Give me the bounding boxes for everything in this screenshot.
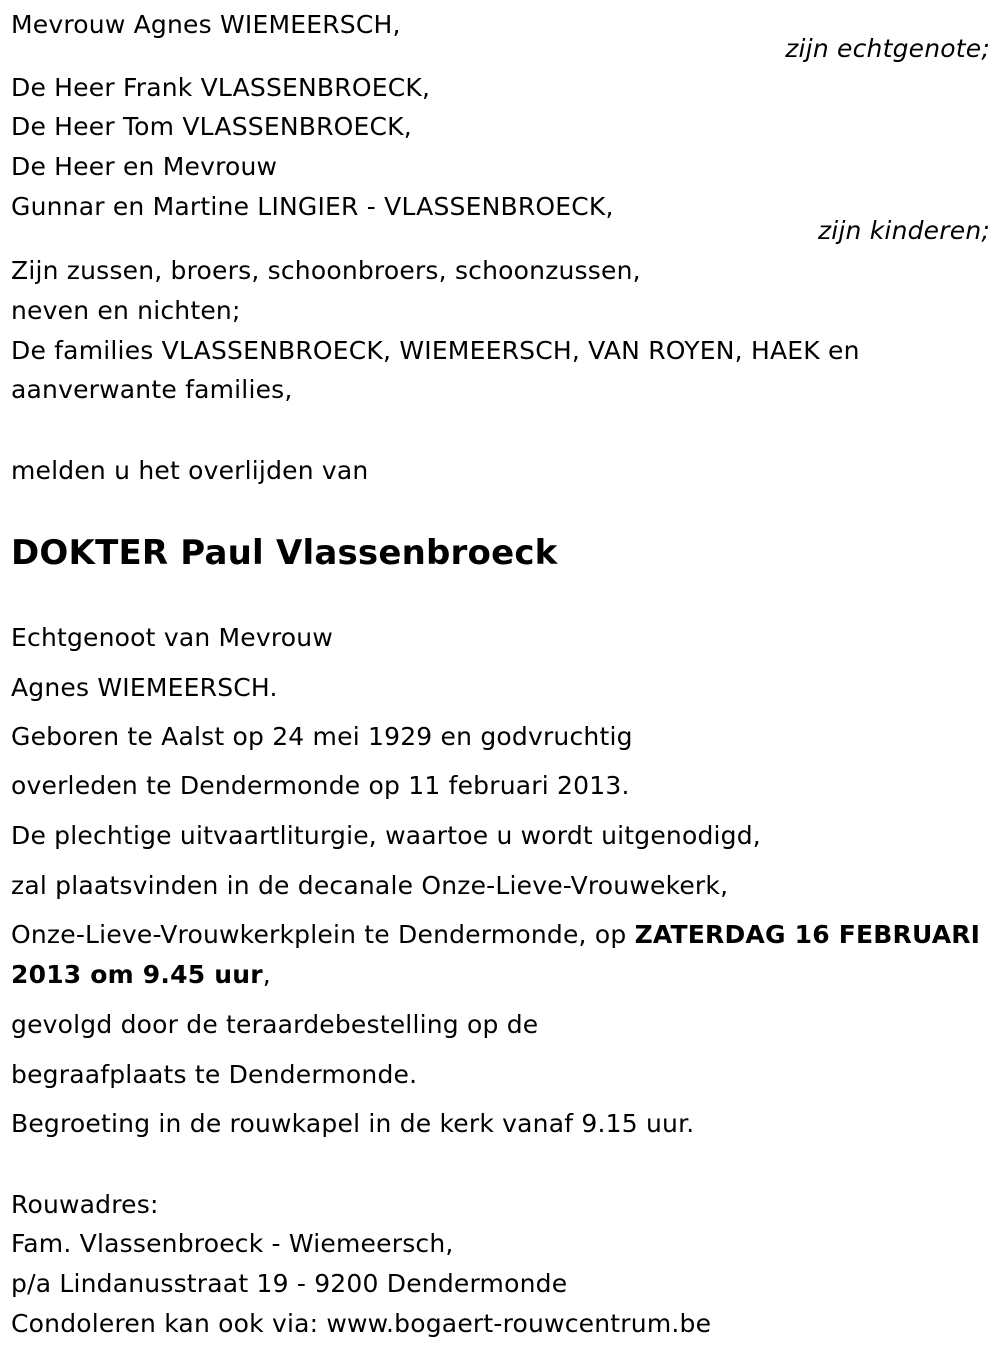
detail-line-6: zal plaatsvinden in de decanale Onze-Lieve-Vrouwekerk,	[11, 871, 729, 900]
child-2: De Heer Tom VLASSENBROECK,	[11, 112, 412, 141]
detail-line-7	[11, 920, 980, 950]
address-family: Fam. Vlassenbroeck - Wiemeersch,	[11, 1229, 454, 1258]
detail-line-10: begraafplaats te Dendermonde.	[11, 1060, 418, 1089]
spouse-role: zijn echtgenote;	[785, 34, 990, 63]
relatives-2: neven en nichten;	[11, 296, 241, 325]
spouse-name: Mevrouw Agnes WIEMEERSCH,	[11, 10, 401, 39]
detail-line-7-prefix: Onze-Lieve-Vrouwkerkplein te Dendermonde, op	[11, 920, 635, 949]
detail-line-3: Geboren te Aalst op 24 mei 1929 en godvruchtig	[11, 722, 633, 751]
announcement: melden u het overlijden van	[11, 456, 369, 485]
funeral-date-part-2: 2013 om 9.45 uur	[11, 960, 263, 989]
address-street: p/a Lindanusstraat 19 - 9200 Dendermonde	[11, 1269, 568, 1298]
deceased-name: DOKTER Paul Vlassenbroeck	[11, 533, 558, 573]
child-1: De Heer Frank VLASSENBROECK,	[11, 73, 431, 102]
detail-line-5: De plechtige uitvaartliturgie, waartoe u wordt uitgenodigd,	[11, 821, 761, 850]
address-label: Rouwadres:	[11, 1190, 159, 1219]
condolences-link-line: Condoleren kan ook via: www.bogaert-rouwcentrum.be	[11, 1309, 712, 1338]
child-4: Gunnar en Martine LINGIER - VLASSENBROECK,	[11, 192, 614, 221]
child-3: De Heer en Mevrouw	[11, 152, 278, 181]
detail-line-8-suffix: ,	[262, 960, 271, 989]
detail-line-1: Echtgenoot van Mevrouw	[11, 623, 333, 652]
relatives-3: De families VLASSENBROECK, WIEMEERSCH, VAN ROYEN, HAEK en	[11, 336, 860, 365]
relatives-1: Zijn zussen, broers, schoonbroers, schoonzussen,	[11, 256, 641, 285]
detail-line-2: Agnes WIEMEERSCH.	[11, 673, 278, 702]
relatives-4: aanverwante families,	[11, 375, 293, 404]
detail-line-11: Begroeting in de rouwkapel in de kerk vanaf 9.15 uur.	[11, 1109, 695, 1138]
detail-line-9: gevolgd door de teraardebestelling op de	[11, 1010, 539, 1039]
detail-line-4: overleden te Dendermonde op 11 februari 2013.	[11, 771, 630, 800]
detail-line-8	[11, 960, 271, 990]
children-role: zijn kinderen;	[817, 216, 990, 245]
funeral-date-part-1: ZATERDAG 16 FEBRUARI	[634, 920, 981, 949]
